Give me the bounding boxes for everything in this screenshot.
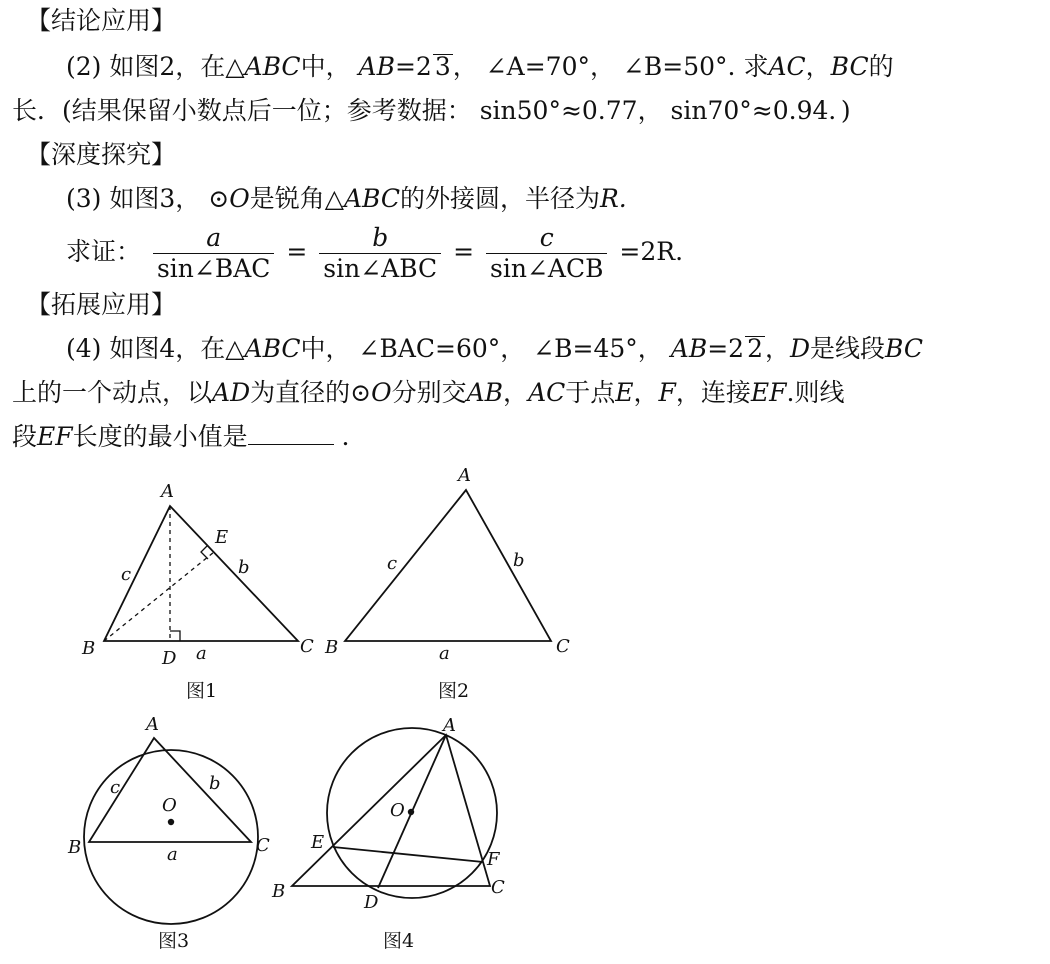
fig3-label-B: B <box>68 837 82 858</box>
q3-proof-line: 求证： $\frac{a}{\text{sin∠BAC}}$ = $\frac{b}{\text{sin∠ABC}}$ = $\frac{c}{\text{sin∠ACB}}$ =2R. <box>66 223 684 283</box>
fig4-center-dot <box>408 809 414 815</box>
q2-line1: (2) 如图2，在△ABC中， AB=2 3， ∠A=70°， ∠B=50°. 求AC，BC的 <box>66 52 894 81</box>
fig1-label-E: E <box>215 527 229 548</box>
fig3-label-a: a <box>167 844 178 865</box>
fig2-label-C: C <box>556 636 570 657</box>
q2-line2: 长．(结果保留小数点后一位；参考数据： sin50°≈0.77， sin70°≈0.94．) <box>12 96 851 125</box>
fig3-label-b: b <box>209 773 221 794</box>
fig4-label-C: C <box>491 877 505 898</box>
fig2-label-a: a <box>439 643 450 664</box>
q3-line1: (3) 如图3， ⊙O是锐角△ABC的外接圆，半径为R. <box>66 184 627 213</box>
fig4-label-E: E <box>311 832 325 853</box>
fraction-a: $\frac{a}{\text{sin∠BAC}}$ <box>153 223 274 284</box>
q4-line2: 上的一个动点，以AD为直径的⊙O分别交AB，AC于点E，F，连接EF.则线 <box>12 378 845 407</box>
extend-heading: 【拓展应用】 <box>26 290 177 319</box>
fig1-label-B: B <box>82 638 96 659</box>
fig3-label-O: O <box>162 795 177 816</box>
fig3-center-dot <box>168 819 174 825</box>
fig4-label-D: D <box>364 892 379 913</box>
fig1-right-angle-D <box>170 631 180 641</box>
fig1-label-a: a <box>196 643 207 664</box>
fig3-label-C: C <box>256 835 270 856</box>
fig1-label-D: D <box>162 648 177 669</box>
fig3-label-c: c <box>110 777 121 798</box>
fig2-label-B: B <box>325 637 339 658</box>
fig1-label-c: c <box>121 564 132 585</box>
fig4-label-F: F <box>487 849 500 870</box>
fig1-triangle <box>104 506 298 641</box>
explore-heading: 【深度探究】 <box>26 140 177 169</box>
fig1-label-b: b <box>238 557 250 578</box>
fig2-label-A: A <box>458 465 471 486</box>
fig2-label-c: c <box>387 553 398 574</box>
fig4-label-O: O <box>390 800 405 821</box>
fig1-caption: 图1 <box>186 680 218 702</box>
q4-line1: (4) 如图4，在△ABC中， ∠BAC=60°， ∠B=45°， AB=2 2，D是线段BC <box>66 334 924 363</box>
fig1-label-A: A <box>161 481 174 502</box>
fig2-caption: 图2 <box>438 680 470 702</box>
fig4-label-B: B <box>272 881 286 902</box>
conclusion-heading: 【结论应用】 <box>26 6 177 35</box>
fig4-caption: 图4 <box>383 930 415 952</box>
q4-line3: 段EF长度的最小值是 ． <box>12 422 367 451</box>
fig1-label-C: C <box>300 636 314 657</box>
fraction-b: $\frac{b}{\text{sin∠ABC}}$ <box>319 223 441 284</box>
fig3-caption: 图3 <box>158 930 190 952</box>
fig2-label-b: b <box>513 550 525 571</box>
fig4-segment-EF <box>333 847 483 862</box>
fig1-right-angle-E <box>201 546 208 559</box>
fig3-label-A: A <box>146 714 159 735</box>
fig4-label-A: A <box>443 715 456 736</box>
fraction-c: $\frac{c}{\text{sin∠ACB}}$ <box>486 223 607 284</box>
